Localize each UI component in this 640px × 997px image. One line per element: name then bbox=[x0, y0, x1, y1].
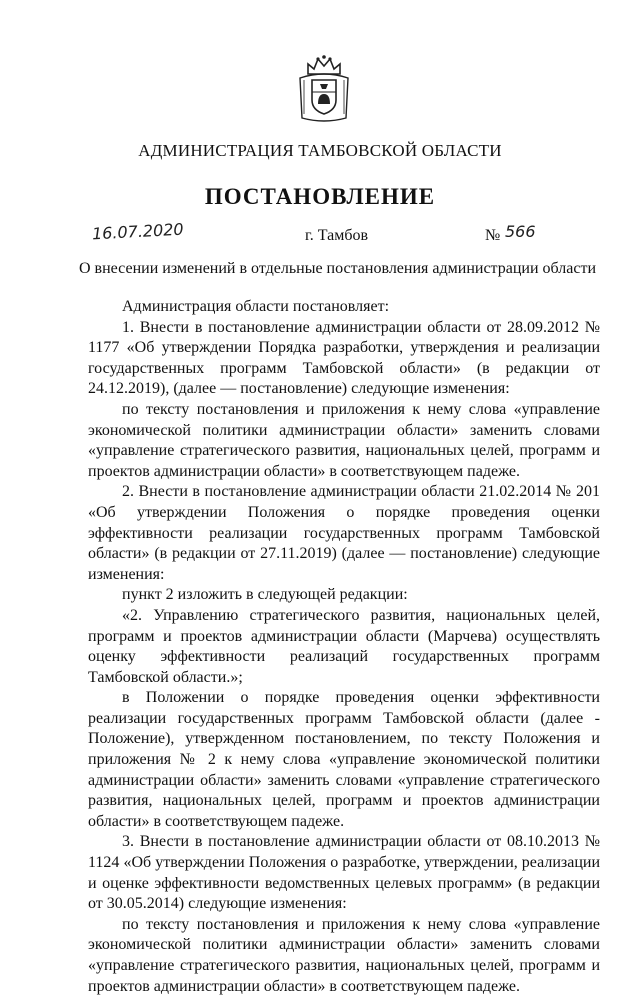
body-paragraph: в Положении о порядке проведения оценки эффективности реализации государственных программ Тамбовской области (далее - Положение), утвержденном постановлением, по тексту Положения и приложения № 2 к нему слова «управление экономической политики администрации области» заменить словами «управление стратегического развития, национальных целей, программ и проектов администрации области» в соответствующем падеже. bbox=[88, 689, 600, 830]
authority-name: АДМИНИСТРАЦИЯ ТАМБОВСКОЙ ОБЛАСТИ bbox=[138, 141, 502, 160]
document-number: 566 bbox=[505, 222, 536, 241]
document-number-label: № bbox=[485, 227, 501, 244]
document-date: 16.07.2020 bbox=[91, 219, 185, 244]
body-paragraph: 2. Внести в постановление администрации области 21.02.2014 № 201 «Об утверждении Положения о порядке проведения оценки эффективности реализации государственных программ Тамбовской области» (в редакции от 27.11.2019) (далее — постановление) следующие изменения: bbox=[88, 483, 600, 583]
document-subject: О внесении изменений в отдельные постановления администрации области bbox=[79, 260, 596, 277]
body-paragraph: по тексту постановления и приложения к нему слова «управление экономической политики администрации области» заменить словами «управление стратегического развития, национальных целей, программ и проектов администрации области» в соответствующем падеже. bbox=[88, 400, 600, 480]
body-paragraph: по тексту постановления и приложения к нему слова «управление экономической политики администрации области» заменить словами «управление стратегического развития, национальных целей, программ и проектов администрации области» в соответствующем падеже. bbox=[88, 915, 600, 995]
document-city: г. Тамбов bbox=[305, 227, 369, 244]
body-paragraph: пункт 2 изложить в следующей редакции: bbox=[122, 586, 408, 604]
body-paragraph: «2. Управлению стратегического развития, национальных целей, программ и проектов администрации области (Марчева) осуществлять оценку эффективности реализаций государственных программ Тамбовской области.»; bbox=[88, 606, 600, 686]
body-paragraph: 3. Внести в постановление администрации области от 08.10.2013 № 1124 «Об утверждении Положения о разработке, утверждении, реализации и оценке эффективности ведомственных целевых программ» (в редакции от 30.05.2014) следующие изменения: bbox=[88, 833, 600, 913]
coat-of-arms-icon bbox=[296, 54, 352, 124]
document-body bbox=[88, 297, 600, 997]
body-paragraph: Администрация области постановляет: bbox=[122, 298, 390, 315]
body-paragraph: 1. Внести в постановление администрации области от 28.09.2012 № 1177 «Об утверждении Порядка разработки, утверждения и реализации государственных программ Тамбовской области» (в редакции от 24.12.2019), (далее — постановление) следующие изменения: bbox=[88, 318, 600, 398]
document-type-title: ПОСТАНОВЛЕНИЕ bbox=[204, 184, 436, 209]
